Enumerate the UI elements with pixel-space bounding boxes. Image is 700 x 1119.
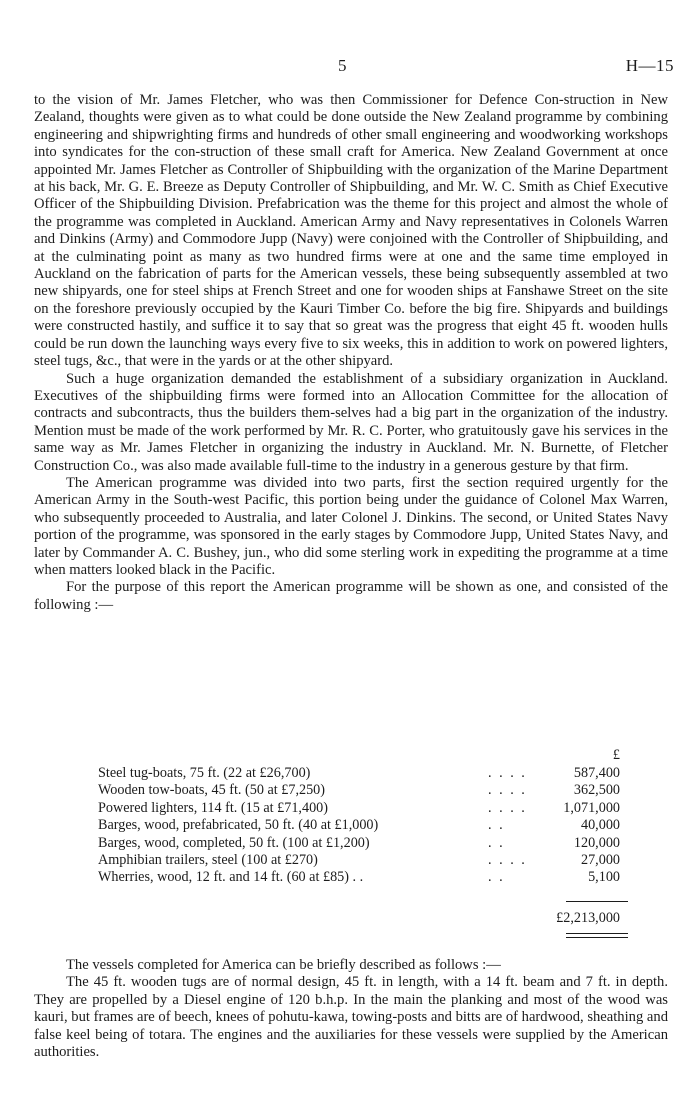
- ledger-row: [98, 869, 658, 886]
- leader-dots: . .: [488, 834, 505, 851]
- document-reference: H—15: [625, 56, 674, 75]
- total-rule-bottom: [566, 933, 628, 934]
- ledger-item: Barges, wood, prefabricated, 50 ft. (40 at £1,000): [98, 817, 379, 834]
- ledger-amount: 587,400: [573, 765, 620, 781]
- ledger-row: [98, 817, 658, 834]
- leader-dots: . . . .: [488, 851, 527, 868]
- leader-dots: . .: [488, 869, 505, 886]
- ledger-row: [98, 835, 658, 852]
- ledger-row: [98, 852, 658, 869]
- currency-symbol: £: [612, 747, 620, 763]
- ledger-amount: 1,071,000: [563, 799, 620, 816]
- ledger-item: Barges, wood, completed, 50 ft. (100 at £1,200): [98, 834, 370, 851]
- paragraph: to the vision of Mr. James Fletcher, who was then Commissioner for Defence Con-struction in New Zealand, thoughts were given as to what could be done outside the New Zealand programme by combining engineering and shipwrighting firms and hundreds of other small engineering and woodworking workshops into syndicates for the con-struction of these small craft for America. New Zealand Government at once appointed Mr. James Fletcher as Controller of Shipbuilding with the organization of the Marine Department at his back, Mr. G. E. Breeze as Deputy Controller of Shipbuilding, and Mr. W. C. Smith as Chief Executive Officer of the Shipbuilding Division. Prefabrication was the theme for this project and almost the whole of the programme was completed in Auckland. American Army and Navy representatives in Colonels Warren and Dinkins (Army) and Commodore Jupp (Navy) were conjoined with the Controller of Shipbuilding, and at the culminating point as many as two hundred firms were at one and the same time employed in Auckland on the fabrication of parts for the American vessels, these being subsequently assembled at two new shipyards, one for steel ships at French Street and one for wooden ships at Fanshawe Street on the site on the foreshore previously occupied by the Kauri Timber Co. before the big fire. Shipyards and buildings were constructed hastily, and suffice it to say that so great was the progress that eight 45 ft. wooden hulls could be run down the launching ways every five to six weeks, this in addition to work on powered lighters, steel tugs, &c., that were in the yards or at the other shipyard.: [34, 92, 668, 370]
- page-number: 5: [338, 56, 347, 75]
- ledger-amount: 27,000: [580, 851, 620, 868]
- ledger-amount: 120,000: [573, 834, 620, 851]
- leader-dots: . . . .: [488, 765, 527, 781]
- ledger-item: Steel tug-boats, 75 ft. (22 at £26,700): [98, 765, 311, 781]
- ledger-row: [98, 782, 658, 799]
- ledger-amount: 40,000: [580, 817, 620, 834]
- total-rule-top: [566, 901, 628, 902]
- ledger-row: [98, 765, 658, 782]
- total-rule-bottom: [566, 937, 628, 938]
- paragraph: The American programme was divided into two parts, first the section required urgently for the American Army in the South-west Pacific, this portion being under the guidance of Colonel Max Warren, who subsequently proceeded to Australia, and later Colonel J. Dinkins. The second, or United States Navy portion of the programme, was sponsored in the early stages by Commodore Jupp, United States Navy, and later by Commander A. C. Bushey, jun., who did some sterling work in expediting the programme at a time when matters looked black in the Pacific.: [34, 474, 668, 578]
- ledger-item: Wherries, wood, 12 ft. and 14 ft. (60 at £85) . .: [98, 869, 364, 886]
- ledger-item: Powered lighters, 114 ft. (15 at £71,400): [98, 799, 328, 816]
- leader-dots: . . . .: [488, 799, 527, 816]
- page-header: [0, 56, 700, 80]
- cost-ledger: [98, 747, 658, 926]
- ledger-header: [98, 747, 658, 765]
- ledger-item: Amphibian trailers, steel (100 at £270): [98, 851, 318, 868]
- leader-dots: . . . .: [488, 782, 527, 799]
- ledger-amount: 362,500: [573, 782, 620, 799]
- ledger-amount: 5,100: [588, 869, 620, 886]
- body-text-continued: [34, 957, 668, 1061]
- ledger-item: Wooden tow-boats, 45 ft. (50 at £7,250): [98, 782, 325, 799]
- paragraph: The 45 ft. wooden tugs are of normal design, 45 ft. in length, with a 14 ft. beam and 7 ft. in depth. They are propelled by a Diesel engine of 120 b.h.p. In the main the planking and most of the wood was kauri, but frames are of beech, knees of pohutu-kawa, towing-posts and bitts are of hardwood, sheathing and false keel being of totara. The engines and the auxiliaries for these vessels were supplied by the American authorities.: [34, 974, 668, 1061]
- body-text: [34, 92, 668, 614]
- paragraph: Such a huge organization demanded the establishment of a subsidiary organization in Auckland. Executives of the shipbuilding firms were formed into an Allocation Committee for the allocation of contracts and subcontracts, thus the builders them-selves had a big part in the organization of the industry. Mention must be made of the work performed by Mr. R. C. Porter, who gratuitously gave his services in the same way as Mr. James Fletcher in organizing the industry in Auckland. Mr. N. Burnette, of Fletcher Construction Co., was also made available full-time to the industry in a generous gesture by that firm.: [34, 370, 668, 474]
- paragraph: The vessels completed for America can be briefly described as follows :—: [66, 957, 501, 973]
- leader-dots: . .: [488, 817, 505, 834]
- paragraph: For the purpose of this report the American programme will be shown as one, and consisted of the following :—: [34, 579, 668, 613]
- ledger-total: £2,213,000: [556, 910, 620, 926]
- ledger-row: [98, 800, 658, 817]
